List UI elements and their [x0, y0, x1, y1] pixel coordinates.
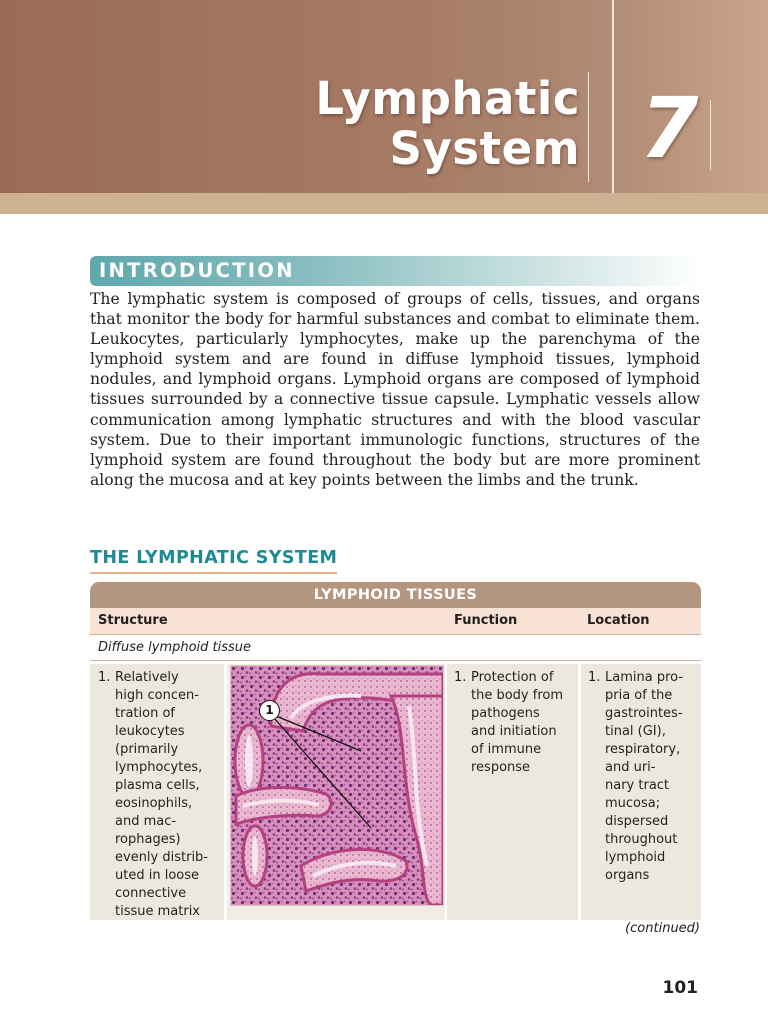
column-header-structure: Structure — [98, 613, 168, 628]
structure-text — [115, 669, 208, 921]
structure-line: eosinophils, — [115, 796, 193, 811]
location-line: tinal (GI), — [605, 724, 666, 739]
function-number: 1. — [454, 670, 467, 685]
number-divider-rule — [710, 100, 711, 170]
function-line: response — [471, 760, 531, 775]
chapter-title-line-1: Lymphatic — [315, 72, 580, 125]
location-cell — [581, 664, 701, 920]
structure-line: evenly distrib- — [115, 850, 208, 865]
introduction-paragraph: The lymphatic system is composed of groups of cells, tissues, and organs that monitor the body for harmful substances and combat to eliminate them. Leukocytes, particularly lymphocytes, make up the parenchyma of the lymphoid system and are found in diffuse lymphoid tissues, lymphoid nodules, and lymphoid organs. Lymphoid organs are composed of lymphoid tissues surrounded by a connective tissue capsule. Lymphatic vessels allow communication among lymphatic structures and with the blood vascular system. Due to their important immunologic functions, structures of the lymphoid system are found throughout the body but are more prominent along the mucosa and at key points between the limbs and the trunk. — [90, 290, 700, 489]
structure-line: uted in loose — [115, 868, 199, 883]
chapter-title-line-2: System — [389, 122, 580, 175]
location-line: organs — [605, 868, 650, 883]
location-line: lymphoid — [605, 850, 666, 865]
structure-line: tration of — [115, 706, 175, 721]
table-title: LYMPHOID TISSUES — [90, 582, 701, 608]
location-number: 1. — [588, 670, 601, 685]
location-line: mucosa; — [605, 796, 661, 811]
continued-note: (continued) — [625, 921, 700, 936]
location-line: nary tract — [605, 778, 670, 793]
structure-line: (primarily — [115, 742, 179, 757]
structure-line: tissue matrix — [115, 904, 201, 919]
function-line: pathogens — [471, 706, 540, 721]
function-line: Protection of — [471, 670, 554, 685]
structure-line: plasma cells, — [115, 778, 200, 793]
structure-line: Relatively — [115, 670, 179, 685]
location-line: throughout — [605, 832, 678, 847]
structure-line: leukocytes — [115, 724, 185, 739]
function-line: of immune — [471, 742, 542, 757]
header-accent-strip — [0, 193, 768, 214]
introduction-banner — [90, 256, 702, 286]
table-column-header-row — [90, 608, 701, 635]
section-title: THE LYMPHATIC SYSTEM — [90, 545, 337, 574]
page-number: 101 — [662, 978, 698, 998]
chapter-title — [315, 74, 580, 174]
chapter-header-band — [0, 0, 768, 193]
structure-line: connective — [115, 886, 187, 901]
location-line: dispersed — [605, 814, 669, 829]
function-line: the body from — [471, 688, 564, 703]
structure-line: lymphocytes, — [115, 760, 203, 775]
column-header-location: Location — [587, 613, 650, 628]
location-line: respiratory, — [605, 742, 681, 757]
column-header-function: Function — [454, 613, 518, 628]
structure-line: rophages) — [115, 832, 181, 847]
location-text — [605, 669, 683, 885]
function-text — [471, 669, 563, 777]
location-line: and uri- — [605, 760, 656, 775]
title-divider-rule — [588, 72, 589, 182]
chapter-number: 7 — [640, 79, 699, 177]
callout-circle-1 — [259, 700, 280, 721]
location-line: gastrointes- — [605, 706, 683, 721]
diffuse-lymphoid-tissue-micrograph — [230, 665, 444, 906]
structure-line: and mac- — [115, 814, 177, 829]
location-line: pria of the — [605, 688, 673, 703]
table-subheading-row: Diffuse lymphoid tissue — [90, 635, 701, 661]
structure-cell — [90, 664, 224, 920]
callout-label: 1 — [265, 703, 274, 717]
location-line: Lamina pro- — [605, 670, 684, 685]
header-divider-rule — [612, 0, 614, 193]
introduction-heading: INTRODUCTION — [99, 259, 295, 282]
function-cell — [447, 664, 578, 920]
function-line: and initiation — [471, 724, 557, 739]
structure-number: 1. — [98, 670, 111, 685]
structure-line: high concen- — [115, 688, 199, 703]
